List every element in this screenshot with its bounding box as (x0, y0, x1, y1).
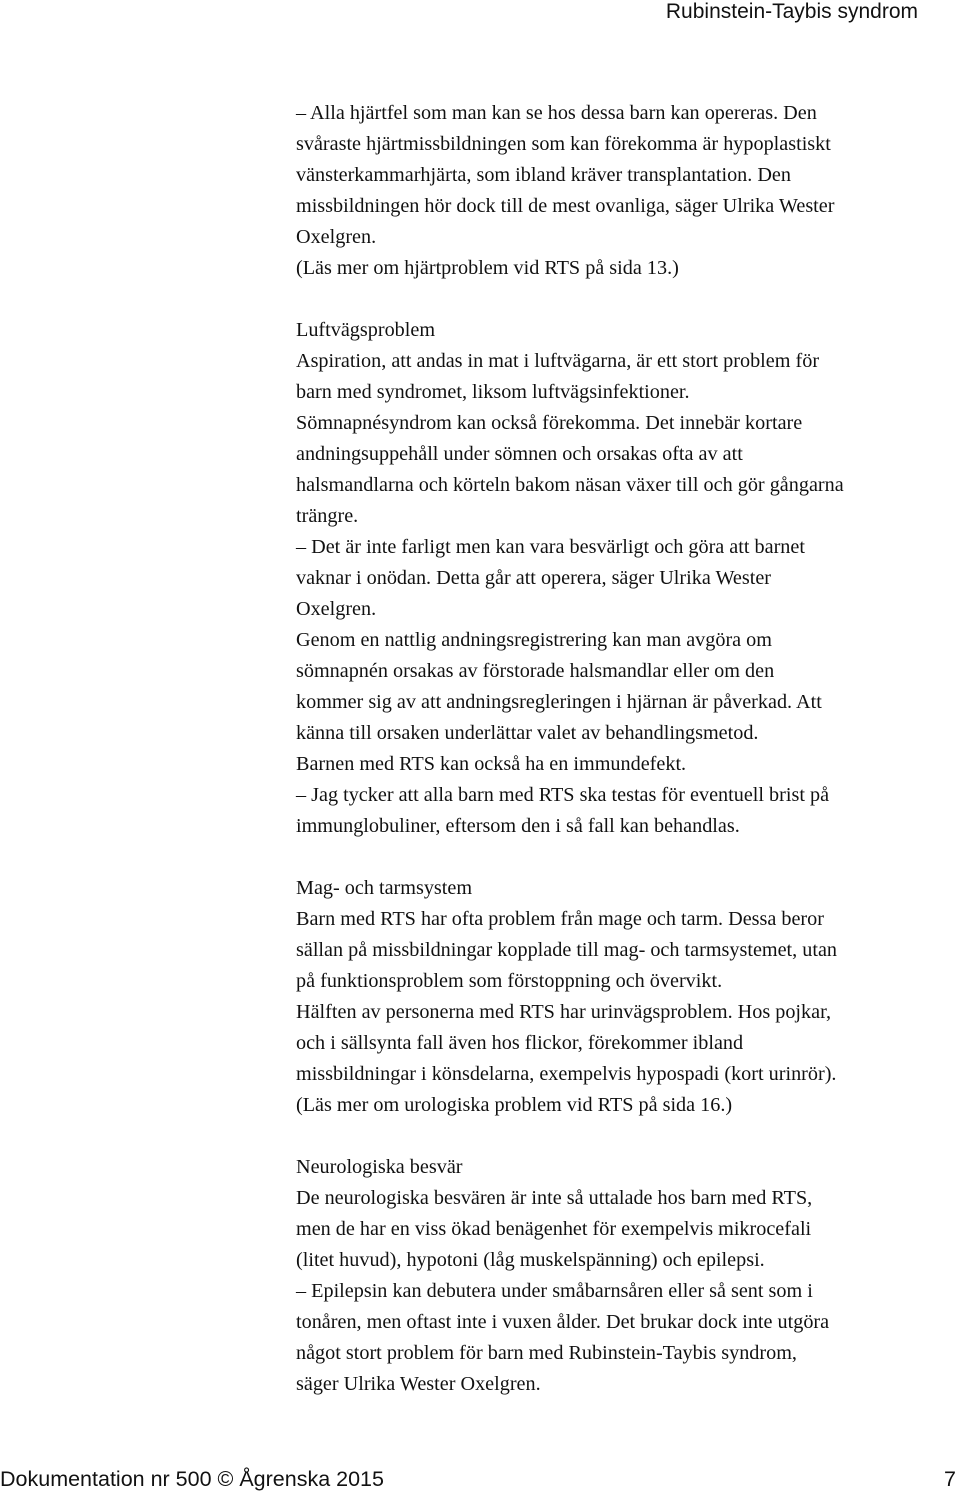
airways-section (296, 315, 946, 842)
article-body (296, 98, 946, 1400)
neuro-paragraph-quote-epilepsy: – Epilepsin kan debutera under småbarnsåren eller så sent som i tonåren, men oftast inte i vuxen ålder. Det brukar dock inte utgöra något stort problem för barn med Rubinstein-Taybis syndrom, säger Ulrika Wester Oxelgren. (296, 1280, 830, 1395)
airways-paragraph-immune: Barnen med RTS kan också ha en immundefekt. (296, 753, 687, 775)
heart-section (296, 98, 946, 284)
digestive-section (296, 873, 946, 1121)
airways-paragraph-sleep-apnea: Sömnapnésyndrom kan också förekomma. Det innebär kortare andningsuppehåll under sömnen och orsakas ofta av att halsmandlarna och körteln bakom näsan växer till och gör gångarna trängre. (296, 412, 844, 527)
neuro-section (296, 1152, 946, 1400)
digestive-paragraph-stomach: Barn med RTS har ofta problem från mage och tarm. Dessa beror sällan på missbildningar kopplade till mag- och tarmsystemet, utan på funktionsproblem som förstoppning och övervikt. (296, 908, 838, 992)
running-header-title: Rubinstein-Taybis syndrom (665, 0, 918, 23)
neuro-heading: Neurologiska besvär (296, 1156, 463, 1178)
footer-page-number: 7 (944, 1467, 956, 1491)
footer-publication: Dokumentation nr 500 © Ågrenska 2015 (0, 1467, 384, 1491)
airways-heading: Luftvägsproblem (296, 319, 436, 341)
neuro-paragraph-symptoms: De neurologiska besvären är inte så uttalade hos barn med RTS, men de har en viss ökad benägenhet för exempelvis mikrocefali (litet huvud), hypotoni (låg muskelspänning) och epilepsi. (296, 1187, 813, 1271)
heart-reference: (Läs mer om hjärtproblem vid RTS på sida 13.) (296, 257, 679, 279)
airways-paragraph-quote-surgery: – Det är inte farligt men kan vara besvärligt och göra att barnet vaknar i onödan. Detta går att operera, säger Ulrika Wester Oxelgren. (296, 536, 805, 620)
airways-paragraph-quote-testing: – Jag tycker att alla barn med RTS ska testas för eventuell brist på immunglobuliner, eftersom den i så fall kan behandlas. (296, 784, 830, 837)
digestive-heading: Mag- och tarmsystem (296, 877, 473, 899)
digestive-reference: (Läs mer om urologiska problem vid RTS på sida 16.) (296, 1094, 733, 1116)
airways-paragraph-aspiration: Aspiration, att andas in mat i luftvägarna, är ett stort problem för barn med syndromet, liksom luftvägsinfektioner. (296, 350, 820, 403)
digestive-paragraph-urinary: Hälften av personerna med RTS har urinvägsproblem. Hos pojkar, och i sällsynta fall även hos flickor, förekommer ibland missbildningar i könsdelarna, exempelvis hypospadi (kort urinrör). (296, 1001, 837, 1085)
heart-quote-paragraph: – Alla hjärtfel som man kan se hos dessa barn kan opereras. Den svåraste hjärtmissbildningen som kan förekomma är hypoplastiskt vänsterkammarhjärta, som ibland kräver transplantation. Den missbildningen hör dock till de mest ovanliga, säger Ulrika Wester Oxelgren. (296, 102, 835, 248)
airways-paragraph-registration: Genom en nattlig andningsregistrering kan man avgöra om sömnapnén orsakas av förstorade halsmandlar eller om den kommer sig av att andningsregleringen i hjärnan är påverkad. Att känna till orsaken underlättar valet av behandlingsmetod. (296, 629, 822, 744)
